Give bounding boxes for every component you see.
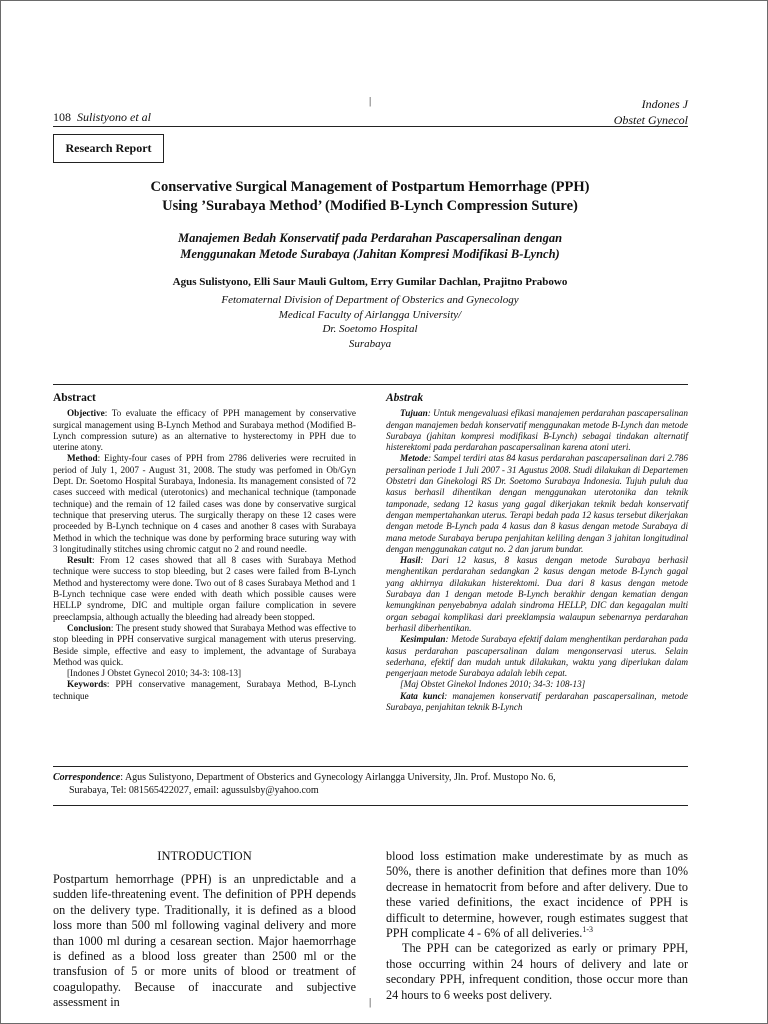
tujuan-text: : Untuk mengevaluasi efikasi manajemen perdarahan pascapersalinan dengan manajemen bedah konservatif menggunakan metode B-Lynch dan metode Surabaya (jahitan kompresi modifikasi B-Lynch) sebagai tindakan alternatif histerektomi pada perdarahan pascapersalinan karena atoni uteri.	[386, 408, 688, 453]
abstrak-heading: Abstrak	[386, 392, 424, 404]
abstrak-hasil	[386, 555, 688, 634]
kata-kunci-text: : manajemen konservatif perdarahan pascapersalinan, metode Surabaya, penjahitan teknik B-Lynch	[386, 690, 688, 713]
abstract-objective	[53, 408, 356, 453]
subtitle-line-2: Menggunakan Metode Surabaya (Jahitan Kompresi Modifikasi B-Lynch)	[180, 247, 560, 261]
article-subtitle	[60, 230, 680, 262]
abstrak-indonesian	[386, 393, 688, 713]
introduction-paragraph-cont	[386, 849, 688, 941]
keywords-text: : PPH conservative management, Surabaya Method, B-Lynch technique	[53, 679, 356, 701]
introduction-heading: INTRODUCTION	[157, 849, 252, 863]
correspondence	[53, 772, 688, 797]
journal-name-line1: Indones J	[641, 97, 688, 111]
correspondence-top-rule	[53, 766, 688, 767]
conclusion-text: : The present study showed that Surabaya Method was effective to stop bleeding in PPH conservative surgical management with uterus preserving. Beside simple, effective and easy to implement, the advantage of Surabaya Method was quick.	[53, 622, 356, 667]
correspondence-label: Correspondence	[53, 772, 121, 783]
result-text: : From 12 cases showed that all 8 cases with Surabaya Method technique were success to stop bleeding, but 2 cases were failed from B-Lynch Method and hysterectomy were done. Two out of 8 cases Surabaya Method and 1 B-Lynch technique case were ended with death which possible causes were HELLP syndrome, DIC and multiple organ failure complication in severe preeclampsia, although actually the bleeding had already been stopped.	[53, 555, 356, 622]
hasil-text: : Dari 12 kasus, 8 kasus dengan metode Surabaya berhasil menghentikan perdarahan sedangkan 2 kasus dengan metode B-Lynch gagal yang akhirnya dilakukan histerektomi. Dua dari 8 kasus dengan metode Surabaya dan 1 dengan metode B-Lynch berakhir dengan kematian dengan kemungkinan penyebabnya adalah sindroma HELLP, DIC dan kegagalan multi organ sebagai komplikasi dari preeklampsia walaupun sebenarnya perdarahan berhasil diberhentikan.	[386, 555, 688, 633]
correspondence-line-2: Surabaya, Tel: 081565422027, email: agussulsby@yahoo.com	[69, 784, 319, 796]
running-header-right	[614, 96, 688, 128]
correspondence-text: : Agus Sulistyono, Department of Obsterics and Gynecology Airlangga University, Jln. Prof. Mustopo No. 6,	[120, 772, 556, 783]
affiliation-line: Dr. Soetomo Hospital	[322, 323, 418, 335]
introduction-left-column	[53, 872, 356, 1011]
affiliation-line: Fetomaternal Division of Department of Obsterics and Gynecology	[221, 294, 519, 306]
metode-text: : Sampel terdiri atas 84 kasus perdarahan pascapersalinan dari 2.786 persalinan periode 1 Juli 2007 - 31 Agustus 2008. Studi dilakukan di Departemen Obstetri dan Ginekologi RS Dr. Soetomo Surabaya Indonesia. Tujuh puluh dua kasus berhasil dihentikan dengan menggunakan uterotonika dan teknik tamponade, sedang 12 kasus yang gagal dikerjakan teknik bedah konservatif dengan mempertahankan uterus. Terapi bedah pada 12 kasus tersebut dikerjakan dengan metode B-Lynch pada 4 kasus dan 8 kasus dengan metode Surabaya di mana metode Surabaya berupa penjahitan keliling dengan 3 jahitan longitudinal dengan menggunakan catgut no. 2 dan jarum bundar.	[386, 453, 688, 554]
abstrak-kesimpulan	[386, 634, 688, 679]
abstract-keywords	[53, 679, 356, 702]
introduction-paragraph: Postpartum hemorrhage (PPH) is an unpredictable and a sudden life-threatening event. The definition of PPH depends on the delivery type. Traditionally, it is defined as a blood loss more than 500 ml following vaginal delivery and more than 1000 ml during a cesarean section. Major haemorrhage is defined as a blood loss greater than 2500 ml or the transfusion of 5 or more units of blood or treatment of coagulopathy. Because of inaccurate and subjective assessment in	[53, 872, 356, 1010]
introduction-text: blood loss estimation make underestimate by as much as 50%, there is another definition that defines more than 10% decrease in hematocrit from before and after delivery. Due to these varied definitions, the exact incidence of PPH is difficult to determine, however, rough estimates suggest that PPH complicate 4 - 6% of all deliveries.	[386, 849, 688, 941]
abstrak-metode	[386, 453, 688, 555]
method-text: : Eighty-four cases of PPH from 2786 deliveries were recruited in period of July 1, 2007 - August 31, 2008. The study was perfomed in Ob/Gyn Dept. Dr. Soetomo Hospital Surabaya, Indonesia. Its management consisted of 72 cases succeed with medical (uterotonics) and mechanical technique (tamponade technique) and the remain of 12 failed cases was done by conservative surgical technique that preserving uterus. The surgically therapy on these 12 cases were proceeded by B-Lynch technique on 4 cases and another 8 cases with Surabaya Method in which the technique was done by performing brace suturing way with 3 longitudinally stitches using chromic catgut no 2 and round needle.	[53, 453, 356, 554]
abstrak-tujuan	[386, 408, 688, 453]
introduction-right-column	[386, 849, 688, 1003]
introduction-paragraph-2: The PPH can be categorized as early or primary PPH, those occurring within 24 hours of delivery and late or secondary PPH, infrequent condition, those occur more than 24 hours to 6 weeks post delivery.	[386, 941, 688, 1002]
journal-name-line2: Obstet Gynecol	[613, 113, 688, 127]
kesimpulan-text: : Metode Surabaya efektif dalam menghentikan perdarahan pada kasus perdarahan pascapersalinan dalam mengonservasi uterus. Selain sederhana, efektif dan mudah untuk dilakukan, waktu yang diperlukan dalam pengerjaan metode Surabaya adalah lebih cepat.	[386, 634, 688, 679]
affiliation-line: Surabaya	[348, 337, 392, 350]
reference-superscript: 1-3	[582, 924, 593, 934]
affiliation	[60, 293, 680, 351]
objective-label: Objective	[67, 408, 105, 419]
abstract-method	[53, 453, 356, 555]
result-label: Result	[67, 555, 93, 566]
affiliation-line: Medical Faculty of Airlangga University/	[278, 308, 462, 321]
author-list: Agus Sulistyono, Elli Saur Mauli Gultom, Erry Gumilar Dachlan, Prajitno Prabowo	[172, 276, 568, 288]
running-authors: Sulistyono et al	[77, 110, 151, 124]
header-rule	[53, 126, 688, 127]
abstract-english	[53, 393, 356, 702]
abstract-conclusion	[53, 623, 356, 668]
correspondence-line-1	[53, 772, 688, 785]
abstract-result	[53, 555, 356, 623]
keywords-label: Keywords	[67, 679, 107, 690]
correspondence-bottom-rule	[53, 805, 688, 806]
running-header-left	[53, 110, 151, 125]
abstrak-citation: [Maj Obstet Ginekol Indones 2010; 34-3: 108-13]	[400, 679, 586, 690]
abstrak-keywords	[386, 691, 688, 714]
page-tick-top: |	[369, 95, 372, 107]
title-line-2: Using ’Surabaya Method’ (Modified B-Lynch Compression Suture)	[162, 198, 578, 214]
abstract-citation: [Indones J Obstet Gynecol 2010; 34-3: 108-13]	[67, 668, 242, 679]
hasil-label: Hasil	[400, 555, 421, 566]
abstract-heading: Abstract	[53, 392, 96, 404]
kesimpulan-label: Kesimpulan	[400, 634, 446, 645]
abstract-top-rule	[53, 384, 688, 385]
objective-text: : To evaluate the efficacy of PPH management by conservative surgical management using B-Lynch Method and Surabaya method (Modified B-Lynch compression suture) as an alternative to hysterectomy in PPH due to uterine atony.	[53, 408, 356, 453]
subtitle-line-1: Manajemen Bedah Konservatif pada Perdarahan Pascapersalinan dengan	[177, 231, 563, 245]
method-label: Method	[67, 453, 98, 464]
tujuan-label: Tujuan	[400, 408, 428, 419]
metode-label: Metode	[400, 453, 429, 464]
kata-kunci-label: Kata kunci	[400, 690, 445, 701]
section-label-box: Research Report	[53, 134, 164, 163]
article-title	[60, 178, 680, 216]
title-line-1: Conservative Surgical Management of Postpartum Hemorrhage (PPH)	[150, 179, 590, 195]
conclusion-label: Conclusion	[67, 622, 111, 633]
page-number: 108	[53, 110, 71, 124]
page-tick-bottom: |	[369, 996, 372, 1008]
